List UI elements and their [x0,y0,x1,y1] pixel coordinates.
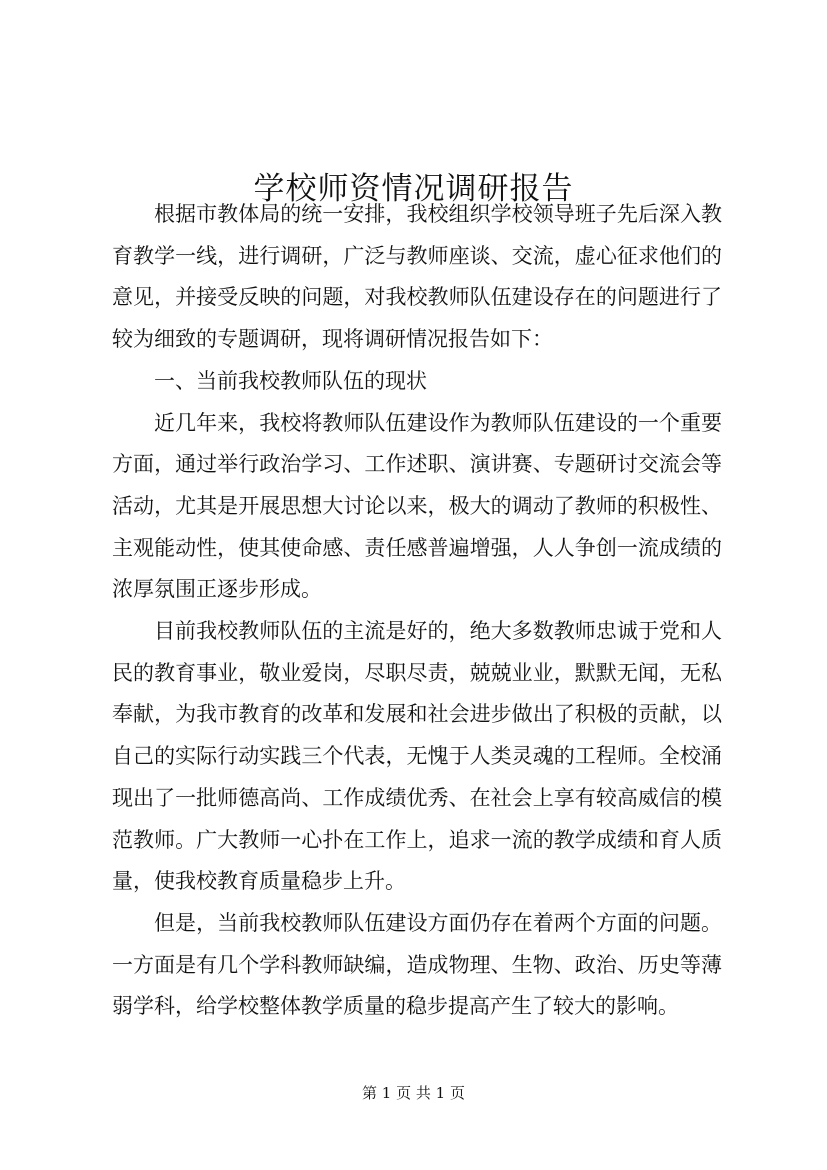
paragraph-status: 近几年来，我校将教师队伍建设作为教师队伍建设的一个重要方面，通过举行政治学习、工作述职、演讲赛、专题研讨交流会等活动，尤其是开展思想大讨论以来，极大的调动了教师的积极性、主观能动性，使其使命感、责任感普遍增强，人人争创一流成绩的浓厚氛围正逐步形成。 [112,410,722,602]
section-heading: 一、当前我校教师队伍的现状 [154,368,427,393]
document-title: 学校师资情况调研报告 [253,170,574,207]
paragraph-mainstream: 目前我校教师队伍的主流是好的，绝大多数教师忠诚于党和人民的教育事业，敬业爱岗，尽职尽责，兢兢业业，默默无闻，无私奉献，为我市教育的改革和发展和社会进步做出了积极的贡献，以自己的实际行动实践三个代表，无愧于人类灵魂的工程师。全校涌现出了一批师德高尚、工作成绩优秀、在社会上享有较高威信的模范教师。广大教师一心扑在工作上，追求一流的教学成绩和育人质量，使我校教育质量稳步上升。 [112,619,722,894]
paragraph-intro: 根据市教体局的统一安排，我校组织学校领导班子先后深入教育教学一线，进行调研，广泛与教师座谈、交流，虚心征求他们的意见，并接受反映的问题，对我校教师队伍建设存在的问题进行了较为细致的专题调研，现将调研情况报告如下： [112,202,722,352]
document-body [112,194,722,1028]
paragraph-problems: 但是，当前我校教师队伍建设方面仍存在着两个方面的问题。一方面是有几个学科教师缺编，造成物理、生物、政治、历史等薄弱学科，给学校整体教学质量的稳步提高产生了较大的影响。 [112,910,722,1019]
page-number-footer: 第 1 页 共 1 页 [362,1084,465,1102]
